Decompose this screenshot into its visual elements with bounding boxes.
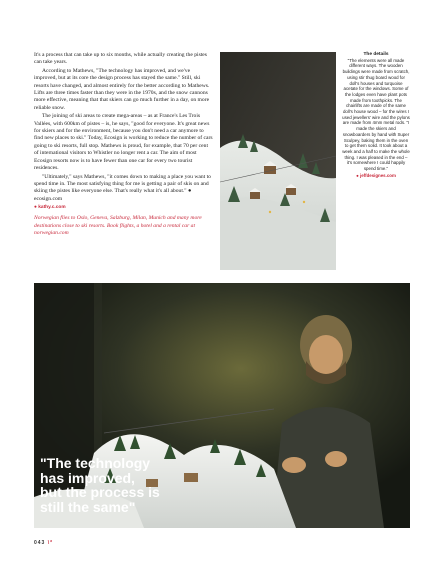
caption-body: "The elements were all made different ways. The wooden buildings were made from scratch, using stir thug board wood for doll's houses and turquoise acetate for the windows. Some of the lodges even have plant pots made from toothpicks. The chairlifts are made of the same doll's house wood – for the wires I used jewellers' wire and the pylons are made from 4mm metal rods. "I made the skiers and snowboarders by hand with Super Sculpey, baking them in the oven to get them solid. It took about a week and a half to make the whole thing. I was pleased in the end – it's somewhere I could happily spend time.": [342, 57, 410, 172]
article-paragraph: The joining of ski areas to create mega-areas – as at France's Les Trois Vallées, with 600km of pistes – is, he says, "good for everyone. It's great news for skiers and for the environment, because you don't need a car anymore to find new places to ski." Today, Ecosign is working to reduce the number of cars going to ski resorts, full stop. Mathews is proud, for example, that 70 per cent of international visitors to Whistler no longer rent a car. The aim of most Ecosign resorts now is to have fewer than one car for every two tourist residences.: [34, 113, 213, 172]
caption-credit: ● jeffdesignes.com: [356, 172, 396, 178]
photo-caption: [342, 52, 410, 178]
folio-mark: \*: [47, 540, 54, 546]
pull-quote-line: but the process is: [40, 484, 160, 500]
caption-title: The details: [363, 52, 389, 57]
pull-quote-line: has improved,: [40, 469, 135, 486]
article-paragraph: "Ultimately," says Mathews, "it comes down to making a place you want to spend time in. The most satisfying thing for me is getting a pair of skis on and skiing the pistes like everyone else. That's really what it's all about." ● ecosign.com: [34, 173, 211, 202]
miniature-resort-illustration: [220, 52, 336, 270]
article-paragraph: It's a process that can take up to six months, while actually creating the pistes can take years.: [34, 52, 207, 66]
article-paragraph: According to Mathews, "The technology has improved, and we've improved, but at its core the design process has stayed the same." Still, ski resorts have changed, and almost entirely for the better according to Mathews. Lifts are three times faster than they were in the 1970s, and the snow cannons more effective, meaning that that skiers can go much further in a day, on more reliable snow.: [34, 67, 210, 111]
pull-quote: [40, 456, 210, 514]
page-number: [34, 540, 53, 546]
promo-text: Norwegian flies to Oslo, Geneva, Salzburg, Milan, Munich and many more destinations close to ski resorts. Book flights, a hotel and a rental car at norwegian.com: [34, 215, 202, 236]
pull-quote-line: "The technology: [40, 455, 151, 471]
article-column: [34, 52, 214, 237]
folio-number: 043: [34, 540, 46, 546]
miniature-resort-photo: [220, 52, 336, 270]
pull-quote-line: still the same": [40, 498, 136, 515]
byline: ● kathy.c.com: [34, 205, 66, 211]
